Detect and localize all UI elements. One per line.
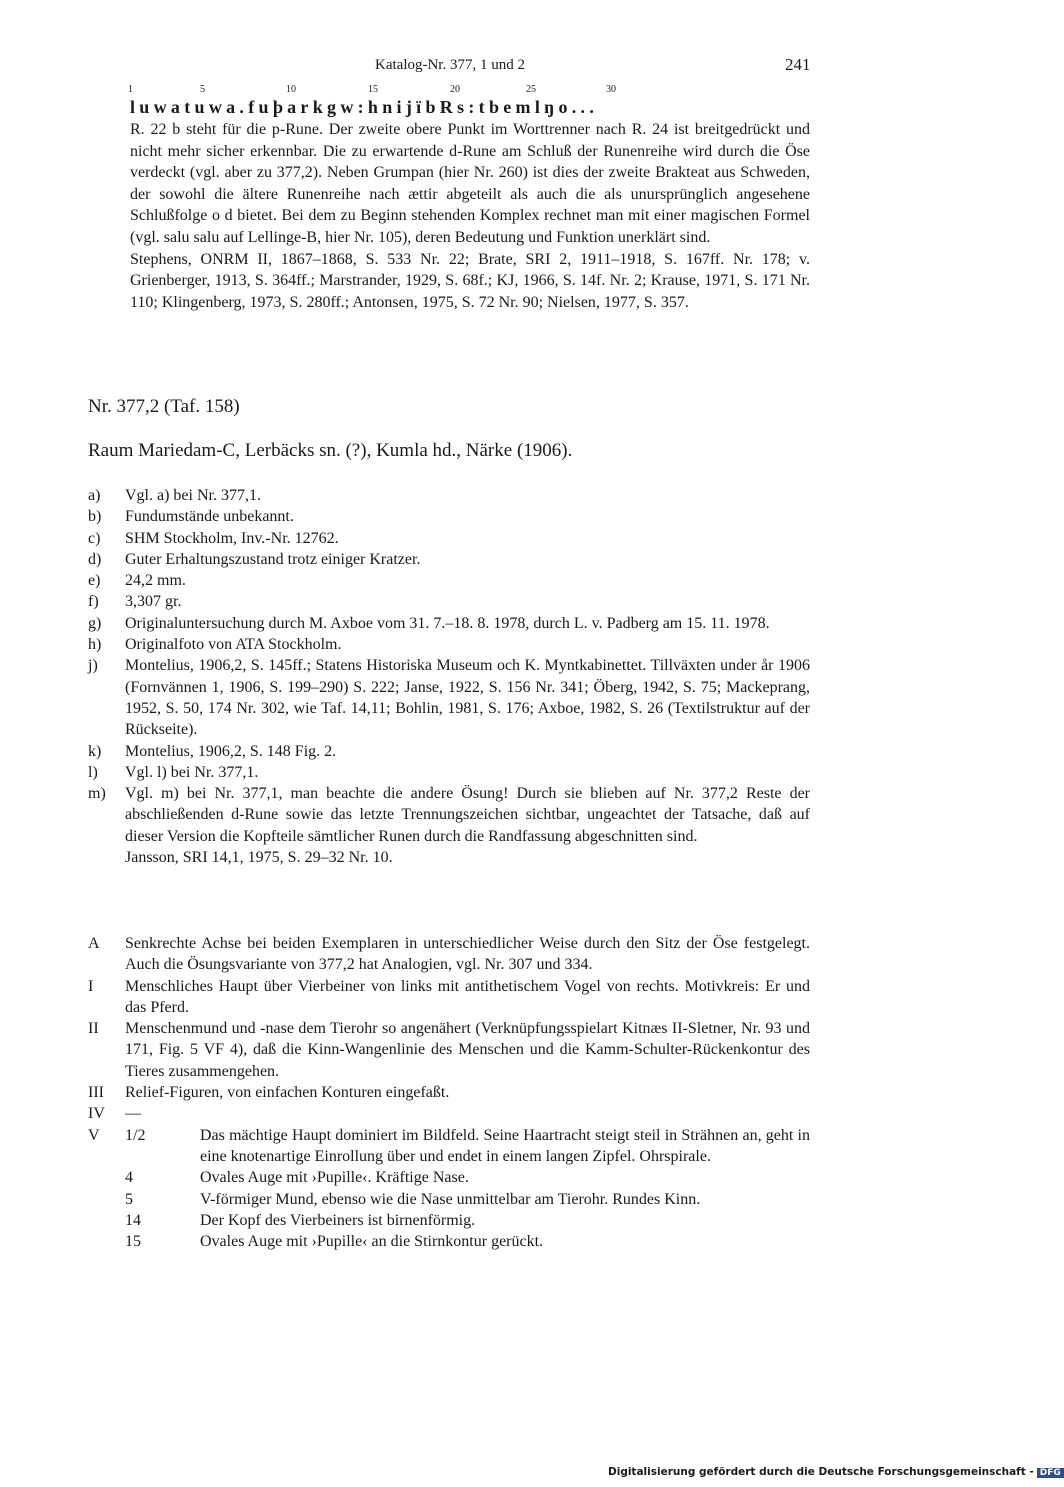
detail-row [125, 1231, 810, 1252]
item-label: k) [88, 742, 102, 760]
catalog-item [88, 591, 810, 612]
item-label: f) [88, 593, 99, 611]
detail-number: 14 [125, 1211, 141, 1229]
item-label: a) [88, 487, 101, 504]
analysis-section [88, 933, 810, 976]
catalog-item [88, 528, 810, 549]
analysis-section [88, 976, 810, 1019]
item-label: l) [88, 763, 98, 781]
item-text [125, 783, 810, 868]
rune-position-numbers [128, 84, 688, 96]
item-label: d) [88, 550, 102, 568]
rune-transliteration: luwatuwa.fuþarkgw:hnijïbRs:tbemlŋo... [130, 97, 599, 117]
commentary-text: R. 22 b steht für die p-Rune. Der zweite obere Punkt im Worttrenner nach R. 24 ist breitgedrückt und nicht mehr sicher erkennbar. Die zu erwartende d-Rune am Schluß der Runenreihe wird durch die Öse verdeckt (vgl. aber zu 377,2). Neben Grumpan (hier Nr. 260) ist dies der zweite Brakteat aus Schweden, der sowohl die ältere Runenreihe nach ættir abgeteilt als auch die als unursprünglich angesehene Schlußfolge o d bietet. Bei dem zu Beginn stehenden Komplex rechnet man mit einer magischen Formel (vgl. salu salu auf Lellinge-B, hier Nr. 105), deren Bedeutung und Funktion unerklärt sind. [130, 121, 810, 246]
catalog-item [88, 655, 810, 740]
rune-position: 25 [526, 84, 536, 95]
analysis-section [88, 1018, 810, 1082]
catalog-item [88, 634, 810, 655]
catalog-item [88, 783, 810, 868]
item-text: Fundumstände unbekannt. [125, 508, 294, 526]
dfg-logo: DFG [1037, 1468, 1064, 1478]
detail-row [125, 1125, 810, 1168]
item-text: Guter Erhaltungszustand trotz einiger Kratzer. [125, 550, 421, 568]
item-text: Originalfoto von ATA Stockholm. [125, 636, 342, 654]
item-text: SHM Stockholm, Inv.-Nr. 12762. [125, 529, 339, 547]
rune-position: 20 [450, 84, 460, 95]
section-text: Relief-Figuren, von einfachen Konturen eingefaßt. [125, 1084, 450, 1102]
detail-row [125, 1189, 810, 1210]
detail-number: 1/2 [125, 1126, 146, 1144]
section-label: I [88, 977, 94, 995]
detail-text: Der Kopf des Vierbeiners ist birnenförmig. [200, 1211, 476, 1229]
detail-number: 15 [125, 1233, 141, 1251]
item-m-text: Vgl. m) bei Nr. 377,1, man beachte die andere Ösung! Durch sie blieben auf Nr. 377,2 Reste der abschließenden d-Rune sowie das letzte Trennungszeichen sichtbar, ungeachtet der Tatsache, daß auf dieser Version die Kopfteile sämtlicher Runen durch die Randfassung abgeschnitten sind. [125, 785, 810, 845]
entry-number: Nr. 377,2 (Taf. 158) [88, 396, 240, 417]
item-text: Vgl. l) bei Nr. 377,1. [125, 763, 259, 781]
entry-377-1-commentary [130, 119, 810, 313]
item-text: Originaluntersuchung durch M. Axboe vom 31. 7.–18. 8. 1978, durch L. v. Padberg am 15. 11. 1978. [125, 614, 770, 632]
page-number: 241 [785, 55, 811, 74]
catalog-item [88, 613, 810, 634]
detail-row [125, 1210, 810, 1231]
item-label: c) [88, 529, 101, 547]
detail-number: 4 [125, 1169, 133, 1187]
bibliography: Stephens, ONRM II, 1867–1868, S. 533 Nr. 22; Brate, SRI 2, 1911–1918, S. 167ff. Nr. 178; v. Grienberger, 1913, S. 364ff.; Marstrander, 1929, S. 68f.; KJ, 1966, S. 14f. Nr. 2; Krause, 1971, S. 171 Nr. 110; Klingenberg, 1973, S. 280ff.; Antonsen, 1975, S. 72 Nr. 90; Nielsen, 1977, S. 357. [130, 250, 810, 311]
section-label: IV [88, 1105, 105, 1123]
catalog-item [88, 762, 810, 783]
detail-number: 5 [125, 1190, 133, 1208]
rune-position: 1 [128, 84, 133, 95]
rune-position: 10 [286, 84, 296, 95]
rune-position: 5 [200, 84, 205, 95]
running-header: Katalog-Nr. 377, 1 und 2 [375, 57, 525, 73]
section-label: III [88, 1084, 104, 1102]
detail-row [125, 1167, 810, 1188]
analysis-section [88, 1082, 810, 1103]
catalog-item [88, 485, 810, 506]
item-label: e) [88, 572, 101, 590]
analysis-sections [88, 933, 810, 1252]
item-text: 3,307 gr. [125, 593, 182, 611]
section-label: II [88, 1020, 99, 1038]
detail-text: Ovales Auge mit ›Pupille‹. Kräftige Nase. [200, 1169, 469, 1187]
find-location: Raum Mariedam-C, Lerbäcks sn. (?), Kumla hd., Närke (1906). [88, 440, 573, 461]
analysis-section [88, 1103, 810, 1124]
catalog-item [88, 741, 810, 762]
item-text: Montelius, 1906,2, S. 148 Fig. 2. [125, 742, 337, 760]
catalog-items [88, 485, 810, 868]
item-label: j) [88, 657, 98, 675]
catalog-item [88, 506, 810, 527]
item-m-reference: Jansson, SRI 14,1, 1975, S. 29–32 Nr. 10. [125, 849, 393, 867]
rune-position: 15 [368, 84, 378, 95]
item-text: Montelius, 1906,2, S. 145ff.; Statens Historiska Museum och K. Myntkabinettet. Tillväxten under år 1906 (Fornvännen 1, 1906, S. 199–290) S. 222; Janse, 1922, S. 156 Nr. 341; Öberg, 1942, S. 75; Mackeprang, 1952, S. 50, 174 Nr. 302, wie Taf. 14,11; Bohlin, 1981, S. 176; Axboe, 1982, S. 26 (Textilstruktur auf der Rückseite). [125, 657, 810, 739]
item-label: b) [88, 508, 102, 526]
detail-text: Ovales Auge mit ›Pupille‹ an die Stirnkontur gerückt. [200, 1233, 544, 1251]
credit-text: Digitalisierung gefördert durch die Deutsche Forschungsgemeinschaft - [608, 1466, 1034, 1478]
section-text: — [125, 1105, 141, 1123]
item-label: g) [88, 614, 102, 632]
rune-position: 30 [606, 84, 616, 95]
item-label: h) [88, 636, 102, 654]
detail-text: Das mächtige Haupt dominiert im Bildfeld. Seine Haartracht steigt steil in Strähnen an, geht in eine knotenartige Einrollung über und endet in einem langen Zipfel. Ohrspirale. [200, 1126, 810, 1165]
item-label: m) [88, 785, 106, 803]
section-text: Senkrechte Achse bei beiden Exemplaren in unterschiedlicher Weise durch den Sitz der Öse festgelegt. Auch die Ösungsvariante von 377,2 hat Analogien, vgl. Nr. 307 und 334. [125, 935, 810, 974]
catalog-item [88, 570, 810, 591]
item-text: Vgl. a) bei Nr. 377,1. [125, 487, 261, 504]
section-label: A [88, 935, 100, 952]
section-text: Menschenmund und -nase dem Tierohr so angenähert (Verknüpfungsspielart Kitnæs II-Sletner, Nr. 93 und 171, Fig. 5 VF 4), daß die Kinn-Wangenlinie des Menschen und die Kamm-Schulter-Rückenkontur des Tieres zusammengehen. [125, 1020, 810, 1080]
digitization-credit [608, 1466, 1064, 1478]
section-label: V [88, 1126, 100, 1144]
detail-text: V-förmiger Mund, ebenso wie die Nase unmittelbar am Tierohr. Rundes Kinn. [200, 1190, 701, 1208]
section-v-rows [125, 1125, 810, 1253]
analysis-section-v [88, 1125, 810, 1253]
section-text: Menschliches Haupt über Vierbeiner von links mit antithetischem Vogel von rechts. Motivkreis: Er und das Pferd. [125, 977, 810, 1016]
item-text: 24,2 mm. [125, 572, 186, 590]
catalog-item [88, 549, 810, 570]
